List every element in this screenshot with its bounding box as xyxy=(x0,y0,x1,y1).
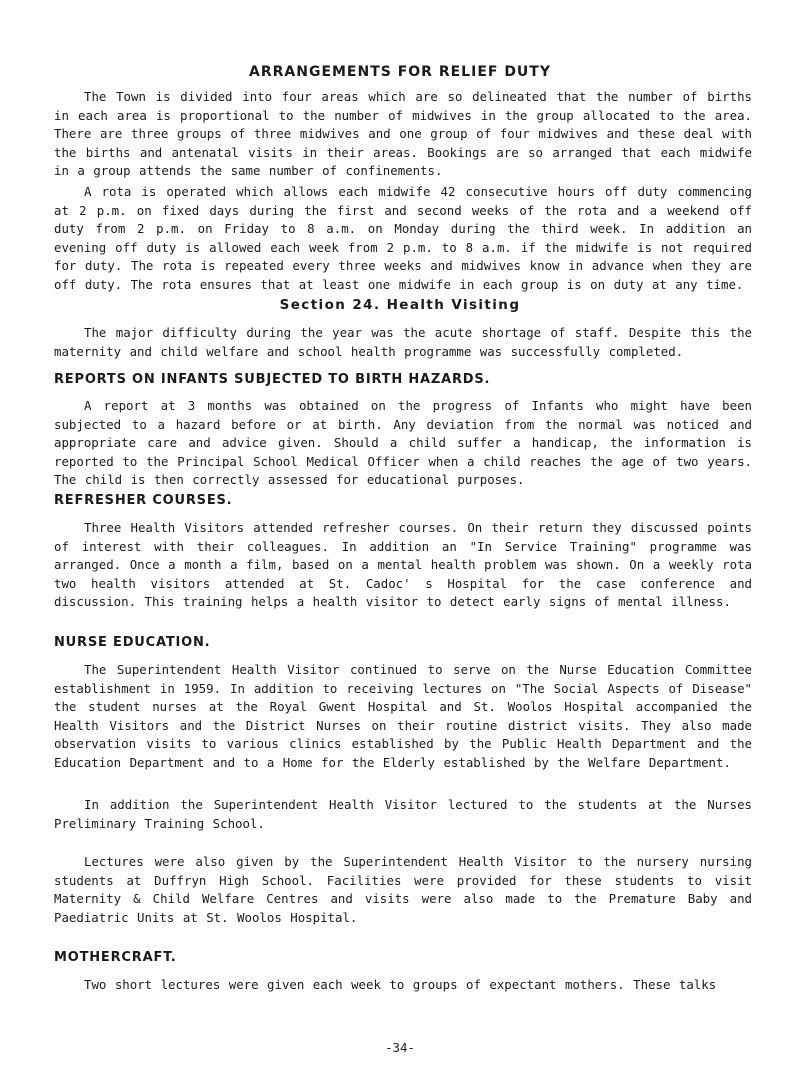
reports-heading: REPORTS ON INFANTS SUBJECTED TO BIRTH HAZARDS. xyxy=(54,372,491,387)
nurse-education-paragraph-3: Lectures were also given by the Superintendent Health Visitor to the nursery nursing students at Duffryn High School. Facilities were provided for these students to visit Maternity & Child Welfare Centres and visits were also made to the Premature Baby and Paediatric Units at St. Woolos Hospital. xyxy=(54,854,752,925)
reports-paragraph: A report at 3 months was obtained on the progress of Infants who might have been subjected to a hazard before or at birth. Any deviation from the normal was noticed and appropriate care and advice given. Should a child suffer a handicap, the information is reported to the Principal School Medical Officer when a child reaches the age of two years. The child is then correctly assessed for educational purposes. xyxy=(54,398,752,488)
refresher-paragraph: Three Health Visitors attended refresher courses. On their return they discussed points of interest with their colleagues. In addition an "In Service Training" programme was arranged. Once a month a film, based on a mental health problem was shown. On a weekly rota two health visitors attended at St. Cadoc' s Hospital for the case conference and discussion. This training helps a health visitor to detect early signs of mental illness. xyxy=(54,520,752,610)
relief-duty-paragraph-2: A rota is operated which allows each midwife 42 consecutive hours off duty commencing at 2 p.m. on fixed days during the first and second weeks of the rota and a weekend off duty from 2 p.m. on Friday to 8 a.m. on Monday during the third week. In addition an evening off duty is allowed each week from 2 p.m. to 8 a.m. if the midwife is not required for duty. The rota is repeated every three weeks and midwives know in advance when they are off duty. The rota ensures that at least one midwife in each group is on duty at any time. xyxy=(54,184,752,292)
health-visiting-paragraph: The major difficulty during the year was the acute shortage of staff. Despite this the maternity and child welfare and school health programme was successfully completed. xyxy=(54,325,752,359)
page-title: ARRANGEMENTS FOR RELIEF DUTY xyxy=(249,64,551,80)
section-heading: Section 24. Health Visiting xyxy=(279,297,521,313)
nurse-education-heading: NURSE EDUCATION. xyxy=(54,635,211,650)
mothercraft-paragraph: Two short lectures were given each week to groups of expectant mothers. These talks xyxy=(84,977,717,992)
refresher-heading: REFRESHER COURSES. xyxy=(54,493,233,508)
nurse-education-paragraph-1: The Superintendent Health Visitor continued to serve on the Nurse Education Committee establishment in 1959. In addition to receiving lectures on "The Social Aspects of Disease" the student nurses at the Royal Gwent Hospital and St. Woolos Hospital accompanied the Health Visitors and the District Nurses on their routine district visits. They also made observation visits to various clinics established by the Public Health Department and the Education Department and to a Home for the Elderly established by the Welfare Department. xyxy=(54,662,752,770)
relief-duty-paragraph-1: The Town is divided into four areas which are so delineated that the number of births in each area is proportional to the number of midwives in the group allocated to the area. There are three groups of three midwives and one group of four midwives and these deal with the births and antenatal visits in their areas. Bookings are so arranged that each midwife in a group attends the same number of confinements. xyxy=(54,89,752,179)
nurse-education-paragraph-2: In addition the Superintendent Health Visitor lectured to the students at the Nurses Preliminary Training School. xyxy=(54,797,752,831)
mothercraft-heading: MOTHERCRAFT. xyxy=(54,950,177,965)
page-number: -34- xyxy=(385,1040,415,1055)
